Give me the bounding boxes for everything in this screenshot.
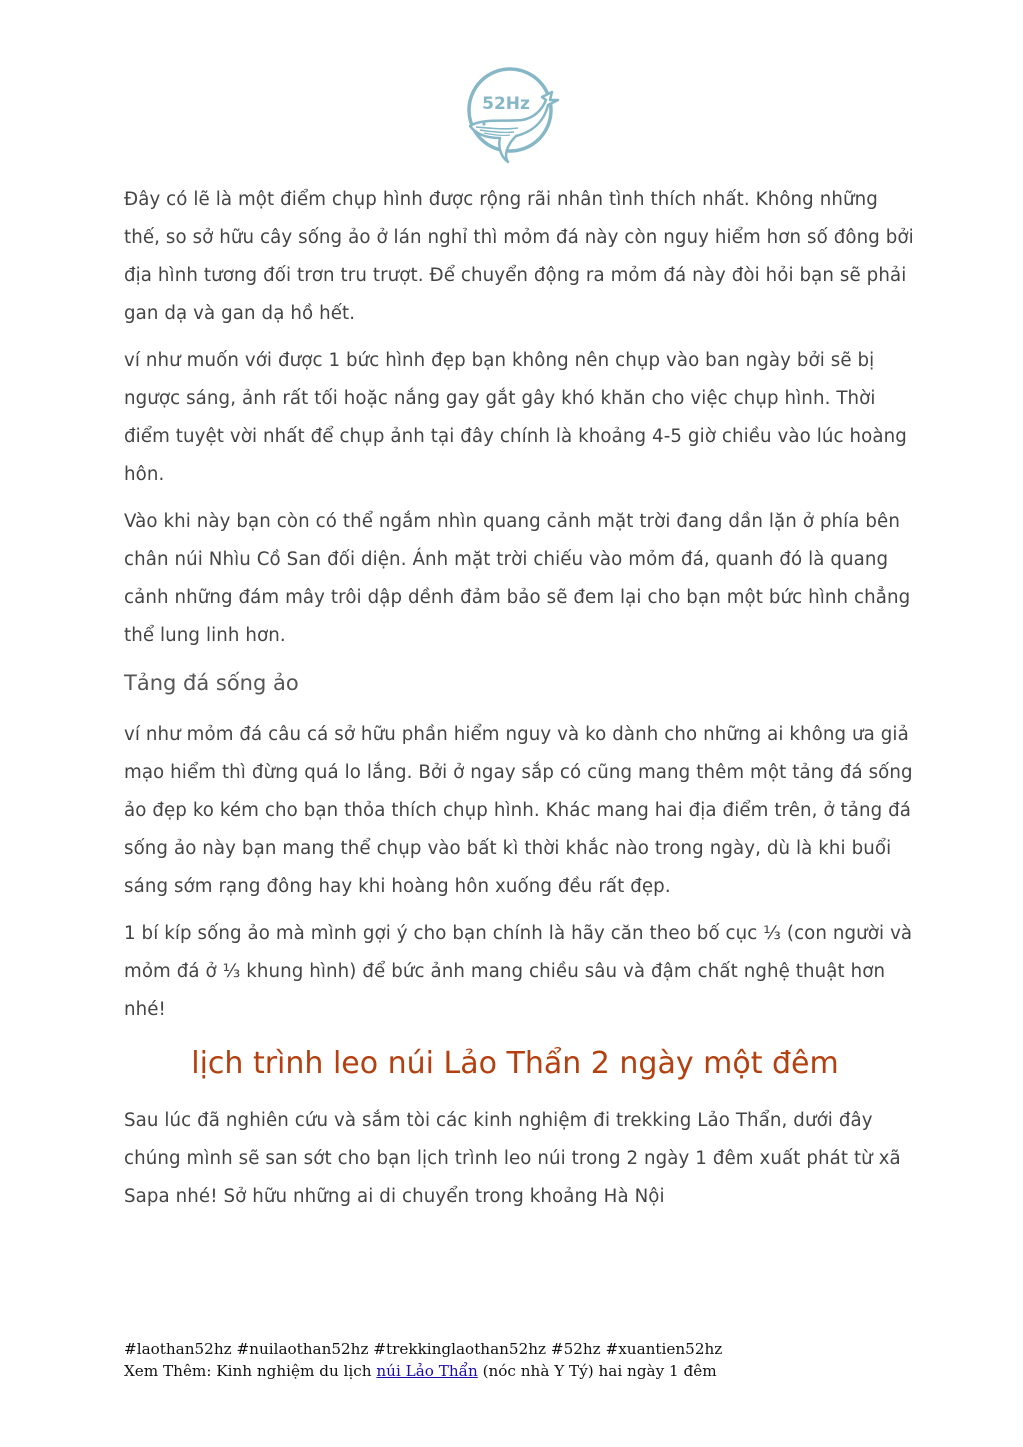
hashtags: #laothan52hz #nuilaothan52hz #trekkinglaothan52hz #52hz #xuantien52hz: [124, 1340, 723, 1358]
section-heading: lịch trình leo núi Lảo Thẩn 2 ngày một đêm: [191, 1046, 839, 1081]
article-content: [124, 181, 914, 1225]
whale-logo-icon: [464, 64, 562, 164]
see-more-line: [124, 1360, 944, 1382]
paragraph: Đây có lẽ là một điểm chụp hình được rộng rãi nhân tình thích nhất. Không những thế, so sở hữu cây sống ảo ở lán nghỉ thì mỏm đá này còn nguy hiểm hơn số đông bởi địa hình tương đối trơn tru trượt. Để chuyển động ra mỏm đá này đòi hỏi bạn sẽ phải gan dạ và gan dạ hồ hết.: [124, 189, 914, 324]
logo-text: 52Hz: [482, 94, 530, 114]
paragraph: 1 bí kíp sống ảo mà mình gợi ý cho bạn chính là hãy căn theo bố cục ⅓ (con người và mỏm đá ở ⅓ khung hình) để bức ảnh mang chiều sâu và đậm chất nghệ thuật hơn nhé!: [124, 923, 913, 1020]
brand-logo: [464, 64, 562, 164]
see-more-prefix: Xem Thêm: Kinh nghiệm du lịch: [124, 1362, 377, 1380]
page-footer: [124, 1338, 944, 1382]
section-subheading: Tảng đá sống ảo: [124, 671, 299, 695]
see-more-link[interactable]: núi Lảo Thẩn: [376, 1362, 478, 1380]
paragraph: Vào khi này bạn còn có thể ngắm nhìn quang cảnh mặt trời đang dần lặn ở phía bên chân núi Nhìu Cồ San đối diện. Ánh mặt trời chiếu vào mỏm đá, quanh đó là quang cảnh những đám mây trôi dập dềnh đảm bảo sẽ đem lại cho bạn một bức hình chẳng thể lung linh hơn.: [124, 511, 911, 646]
paragraph: ví như mỏm đá câu cá sở hữu phần hiểm nguy và ko dành cho những ai không ưa giả mạo hiểm thì đừng quá lo lắng. Bởi ở ngay sắp có cũng mang thêm một tảng đá sống ảo đẹp ko kém cho bạn thỏa thích chụp hình. Khác mang hai địa điểm trên, ở tảng đá sống ảo này bạn mang thể chụp vào bất kì thời khắc nào trong ngày, dù là khi buổi sáng sớm rạng đông hay khi hoàng hôn xuống đều rất đẹp.: [124, 724, 913, 897]
paragraph: ví như muốn với được 1 bức hình đẹp bạn không nên chụp vào ban ngày bởi sẽ bị ngược sáng, ảnh rất tối hoặc nắng gay gắt gây khó khăn cho việc chụp hình. Thời điểm tuyệt vời nhất để chụp ảnh tại đây chính là khoảng 4-5 giờ chiều vào lúc hoàng hôn.: [124, 350, 907, 485]
paragraph: Sau lúc đã nghiên cứu và sắm tòi các kinh nghiệm đi trekking Lảo Thẩn, dưới đây chúng mình sẽ san sớt cho bạn lịch trình leo núi trong 2 ngày 1 đêm xuất phát từ xã Sapa nhé! Sở hữu những ai di chuyển trong khoảng Hà Nội: [124, 1110, 901, 1207]
see-more-suffix: (nóc nhà Y Tý) hai ngày 1 đêm: [477, 1362, 717, 1380]
